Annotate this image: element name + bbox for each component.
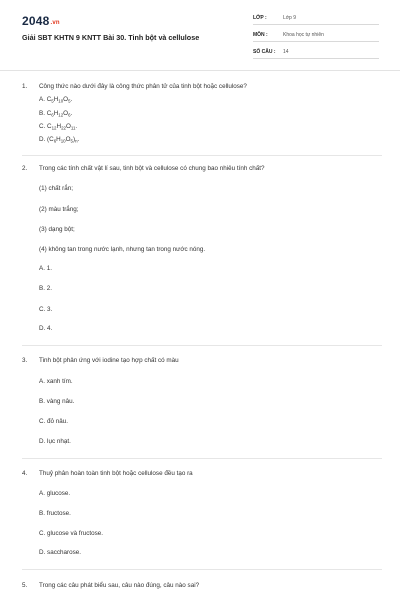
page-title: Giải SBT KHTN 9 KNTT Bài 30. Tinh bột và cellulose <box>22 33 200 42</box>
question-number: 3. <box>22 357 28 364</box>
formula-part: O <box>65 123 71 130</box>
page-header <box>0 0 400 70</box>
logo-tld: .vn <box>50 20 60 26</box>
formula-sub: 12 <box>58 112 64 118</box>
formula-sub: 22 <box>61 125 66 131</box>
question-1-option-c[interactable] <box>39 123 77 130</box>
formula-sub: 11 <box>70 125 76 131</box>
formula-part: B. C <box>39 110 52 117</box>
formula-sub: 5 <box>68 98 71 104</box>
formula-sub: 10 <box>58 98 64 104</box>
question-2-option-b[interactable]: B. 2. <box>39 285 52 292</box>
meta-label: MÔN : <box>253 32 268 38</box>
formula-part: O <box>63 110 69 117</box>
meta-row-count <box>253 46 379 59</box>
formula-part: D. (C <box>39 136 54 143</box>
question-3-option-c[interactable]: C. đỏ nâu. <box>39 418 69 425</box>
formula-part: ) <box>72 136 76 143</box>
formula-part: H <box>53 96 59 103</box>
question-1-option-b[interactable] <box>39 110 72 117</box>
question-number: 2. <box>22 165 28 172</box>
meta-value: 14 <box>283 49 289 55</box>
meta-row-subject <box>253 29 379 42</box>
question-number: 4. <box>22 470 28 477</box>
formula-sub: 10 <box>60 138 66 144</box>
question-number: 1. <box>22 83 28 90</box>
question-1 <box>22 83 247 90</box>
question-3-option-a[interactable]: A. xanh tím. <box>39 378 73 385</box>
formula-part: . <box>77 136 80 143</box>
question-3-option-d[interactable]: D. lục nhạt. <box>39 438 71 445</box>
question-text: Thuỷ phân hoàn toàn tinh bột hoặc cellulose đều tạo ra <box>39 470 193 477</box>
question-4-option-d[interactable]: D. saccharose. <box>39 549 81 556</box>
formula-part: A. C <box>39 96 52 103</box>
meta-label: LỚP : <box>253 15 267 21</box>
formula-part: . <box>75 123 78 130</box>
formula-sub: 6 <box>68 112 71 118</box>
header-divider <box>0 70 400 71</box>
formula-sub: 12 <box>51 125 57 131</box>
formula-sub: 5 <box>51 98 54 104</box>
meta-row-grade <box>253 12 379 25</box>
question-3 <box>22 357 179 364</box>
formula-sub: n <box>75 138 78 144</box>
question-divider <box>22 458 382 459</box>
question-text: Tinh bột phản ứng với iodine tạo hợp chất có màu <box>39 357 179 364</box>
question-2-item: (2) màu trắng; <box>39 206 79 213</box>
formula-part: O <box>65 136 71 143</box>
question-4-option-a[interactable]: A. glucose. <box>39 490 71 497</box>
question-text: Trong các tính chất vật lí sau, tinh bột và cellulose có chung bao nhiêu tính chất? <box>39 165 265 172</box>
formula-part: O <box>63 96 69 103</box>
meta-label: SỐ CÂU : <box>253 49 276 55</box>
question-text: Công thức nào dưới đây là công thức phân tử của tinh bột hoặc cellulose? <box>39 83 247 90</box>
formula-part: . <box>70 96 73 103</box>
site-logo[interactable] <box>22 14 60 28</box>
question-3-option-b[interactable]: B. vàng nâu. <box>39 398 75 405</box>
meta-info <box>253 12 379 63</box>
formula-part: . <box>70 110 73 117</box>
question-2-option-a[interactable]: A. 1. <box>39 265 52 272</box>
formula-part: H <box>56 136 61 143</box>
question-4 <box>22 470 193 477</box>
question-5 <box>22 582 199 589</box>
formula-part: H <box>53 110 59 117</box>
formula-part: C. C <box>39 123 52 130</box>
question-2-item: (1) chất rắn; <box>39 185 73 192</box>
question-divider <box>22 155 382 156</box>
question-1-option-d[interactable] <box>39 136 79 143</box>
question-2 <box>22 165 265 172</box>
question-divider <box>22 345 382 346</box>
question-4-option-c[interactable]: C. glucose và fructose. <box>39 530 104 537</box>
formula-sub: 5 <box>70 138 73 144</box>
meta-value: Khoa học tự nhiên <box>283 32 324 38</box>
question-2-option-d[interactable]: D. 4. <box>39 325 53 332</box>
meta-value: Lớp 9 <box>283 15 297 21</box>
logo-text: 2048 <box>22 14 50 28</box>
formula-sub: 6 <box>51 112 54 118</box>
question-number: 5. <box>22 582 28 589</box>
question-1-option-a[interactable] <box>39 96 72 103</box>
question-2-item: (4) không tan trong nước lạnh, nhưng tan trong nước nóng. <box>39 246 206 253</box>
question-2-item: (3) dạng bột; <box>39 226 75 233</box>
question-divider <box>22 569 382 570</box>
question-text: Trong các câu phát biểu sau, câu nào đúng, câu nào sai? <box>39 582 200 589</box>
question-4-option-b[interactable]: B. fructose. <box>39 510 71 517</box>
formula-sub: 6 <box>53 138 57 144</box>
question-2-option-c[interactable]: C. 3. <box>39 306 53 313</box>
formula-part: H <box>56 123 62 130</box>
